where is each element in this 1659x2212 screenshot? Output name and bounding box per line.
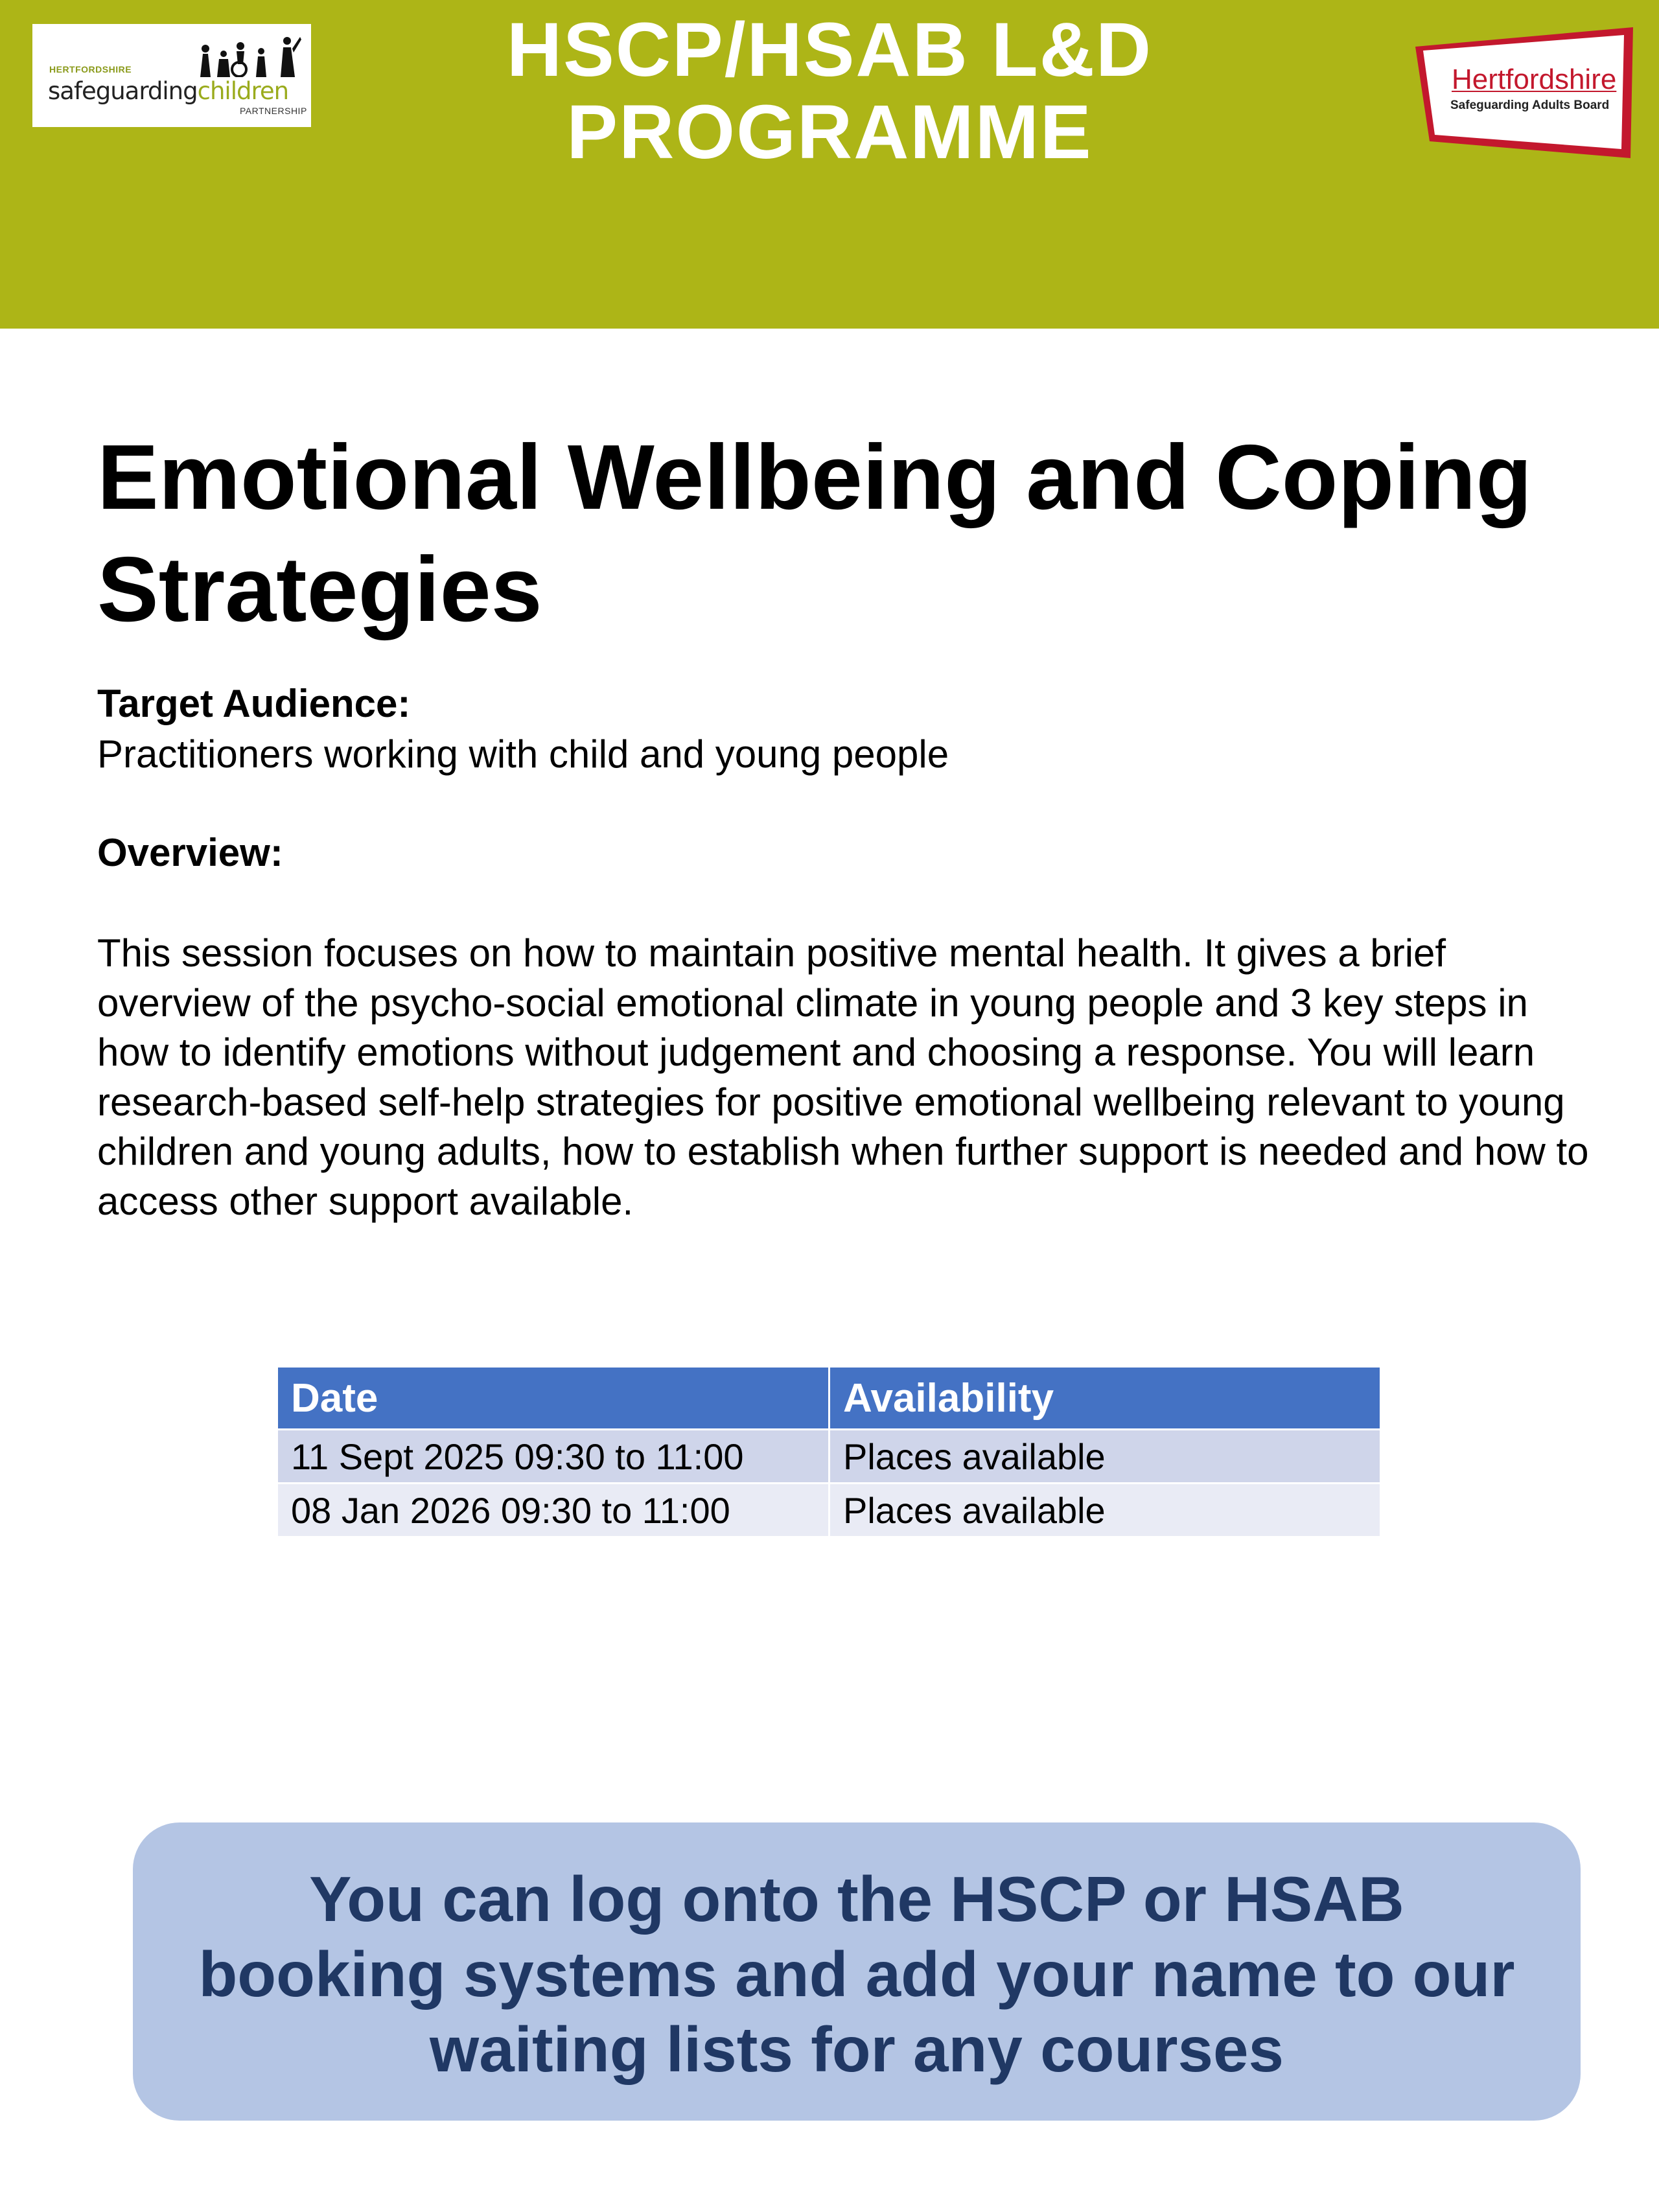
table-row [277,1430,1381,1484]
safeguarding-adults-board-logo [1413,26,1637,159]
course-title: Emotional Wellbeing and Coping Strategies [97,426,1533,641]
session-availability: Places available [830,1484,1381,1537]
logo-right-sub-text: Safeguarding Adults Board [1450,99,1610,112]
target-audience-label: Target Audience: [97,682,411,725]
target-audience-text: Practitioners working with child and young people [97,732,949,776]
programme-title-line2: PROGRAMME [566,89,1093,175]
logo-left-small-text: HERTFORDSHIRE [49,64,132,75]
table-row [277,1484,1381,1537]
programme-title [389,9,1270,174]
overview-label: Overview: [97,831,283,874]
overview-text: This session focuses on how to maintain positive mental health. It gives a brief overview of the psycho-social emotional climate in young people and 3 key steps in how to identify emotions without judgement and choosing a response. You will learn research-based self-help strategies for positive emotional wellbeing relevant to young children and young adults, how to establish when further support is needed and how to access other support available. [97,931,1589,1223]
logo-right-name: Hertfordshire [1452,64,1617,95]
column-header-availability: Availability [830,1367,1381,1430]
logo-left-sub-text: PARTNERSHIP [240,106,307,116]
booking-callout [133,1822,1581,2121]
column-header-date: Date [277,1367,830,1430]
session-availability: Places available [830,1430,1381,1484]
session-date: 11 Sept 2025 09:30 to 11:00 [277,1430,830,1484]
programme-title-line1: HSCP/HSAB L&D [506,7,1153,93]
family-figures-icon [198,36,301,77]
logo-left-brand: safeguardingchildren [48,77,289,105]
session-date: 08 Jan 2026 09:30 to 11:00 [277,1484,830,1537]
header-banner [0,0,1659,329]
sessions-table [276,1366,1382,1538]
safeguarding-children-partnership-logo [32,24,311,127]
booking-callout-text: You can log onto the HSCP or HSAB booking systems and add your name to our waiting lists for any courses [198,1863,1515,2085]
table-header-row [277,1367,1381,1430]
